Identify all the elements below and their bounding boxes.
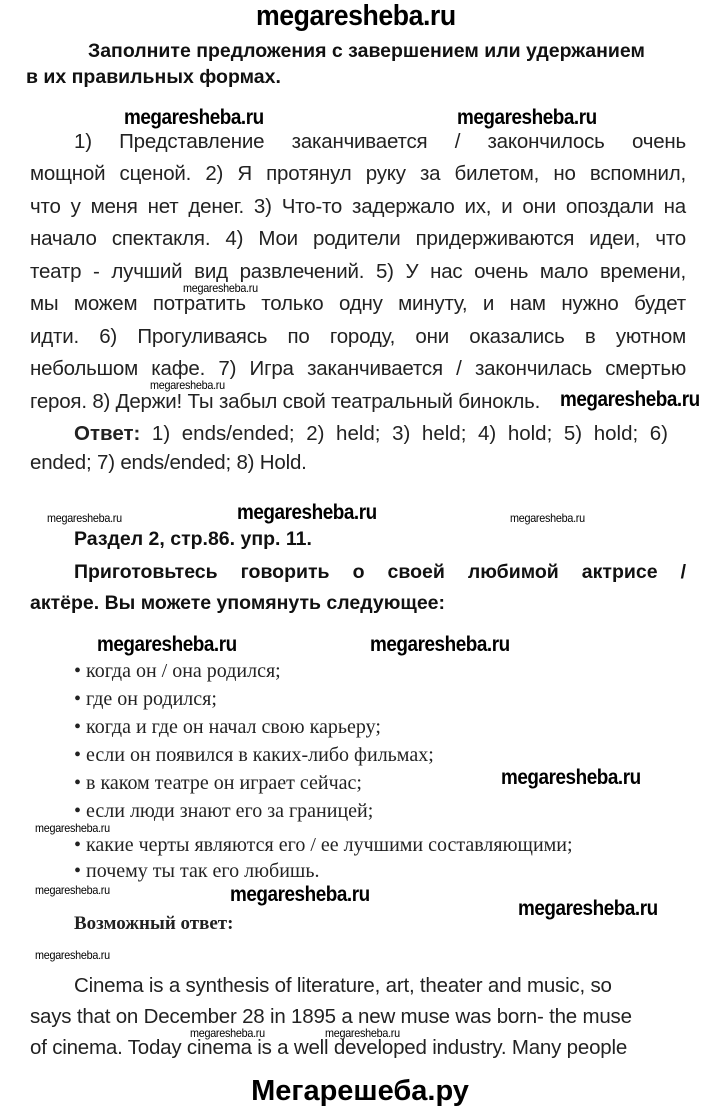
list-item: • когда и где он начал свою карьеру; [74, 716, 381, 738]
paragraph-line: героя. 8) Держи! Ты забыл свой театральный бинокль. [30, 390, 541, 413]
answer-line: says that on December 28 in 1895 a new muse was born- the muse [30, 1005, 632, 1028]
answer-line: of cinema. Today cinema is a well developed industry. Many people [30, 1036, 628, 1059]
watermark: megaresheba.ru [370, 633, 510, 656]
answer-text: 1) ends/ended; 2) held; 3) held; 4) hold; 5) hold; 6) [140, 422, 668, 445]
watermark: megaresheba.ru [560, 388, 700, 411]
watermark: megaresheba.ru [518, 897, 658, 920]
watermark: megaresheba.ru [190, 1026, 265, 1040]
exercise-heading: Заполните предложения с завершением или удержанием [88, 40, 645, 62]
answer-label: Ответ: [74, 422, 141, 445]
list-item: • какие черты являются его / ее лучшими составляющими; [74, 834, 573, 856]
watermark: megaresheba.ru [35, 821, 110, 835]
site-watermark-header: megaresheba.ru [256, 0, 456, 32]
list-item: • когда он / она родился; [74, 660, 281, 682]
watermark: megaresheba.ru [183, 281, 258, 295]
paragraph-line: небольшом кафе. 7) Игра заканчивается / закончилась смертью [30, 357, 686, 380]
answer-line: Cinema is a synthesis of literature, art, theater and music, so [74, 974, 612, 997]
list-item: • если он появился в каких-либо фильмах; [74, 744, 434, 766]
section-title: Раздел 2, стр.86. упр. 11. [74, 528, 312, 550]
possible-answer-label: Возможный ответ: [74, 913, 234, 934]
watermark: megaresheba.ru [124, 106, 264, 129]
watermark: megaresheba.ru [35, 948, 110, 962]
watermark: megaresheba.ru [35, 883, 110, 897]
answer-line [74, 423, 668, 445]
list-item: • если люди знают его за границей; [74, 800, 374, 822]
watermark: megaresheba.ru [237, 501, 377, 524]
watermark: megaresheba.ru [457, 106, 597, 129]
paragraph-line: мощной сценой. 2) Я протянул руку за билетом, но вспомнил, [30, 162, 686, 185]
exercise-heading: Приготовьтесь говорить о своей любимой актрисе / [74, 561, 686, 583]
watermark: megaresheba.ru [150, 378, 225, 392]
list-item: • почему ты так его любишь. [74, 860, 320, 882]
watermark: megaresheba.ru [325, 1026, 400, 1040]
paragraph-line: театр - лучший вид развлечений. 5) У нас очень мало времени, [30, 260, 686, 283]
site-footer-logo: Мегарешеба.ру [251, 1075, 469, 1107]
watermark: megaresheba.ru [230, 883, 370, 906]
paragraph-line: начало спектакля. 4) Мои родители придерживаются идеи, что [30, 227, 686, 250]
paragraph-line: что у меня нет денег. 3) Что-то задержало их, и они опоздали на [30, 195, 686, 218]
watermark: megaresheba.ru [47, 511, 122, 525]
watermark: megaresheba.ru [97, 633, 237, 656]
paragraph-line: 1) Представление заканчивается / закончилось очень [74, 130, 686, 153]
list-item: • в каком театре он играет сейчас; [74, 772, 362, 794]
list-item: • где он родился; [74, 688, 217, 710]
exercise-heading: актёре. Вы можете упомянуть следующее: [30, 592, 446, 614]
exercise-heading: в их правильных формах. [26, 66, 281, 88]
watermark: megaresheba.ru [501, 766, 641, 789]
paragraph-line: мы можем потратить только одну минуту, и нам нужно будет [30, 292, 686, 315]
paragraph-line: идти. 6) Прогуливаясь по городу, они оказались в уютном [30, 325, 686, 348]
answer-line: ended; 7) ends/ended; 8) Hold. [30, 451, 307, 474]
watermark: megaresheba.ru [510, 511, 585, 525]
